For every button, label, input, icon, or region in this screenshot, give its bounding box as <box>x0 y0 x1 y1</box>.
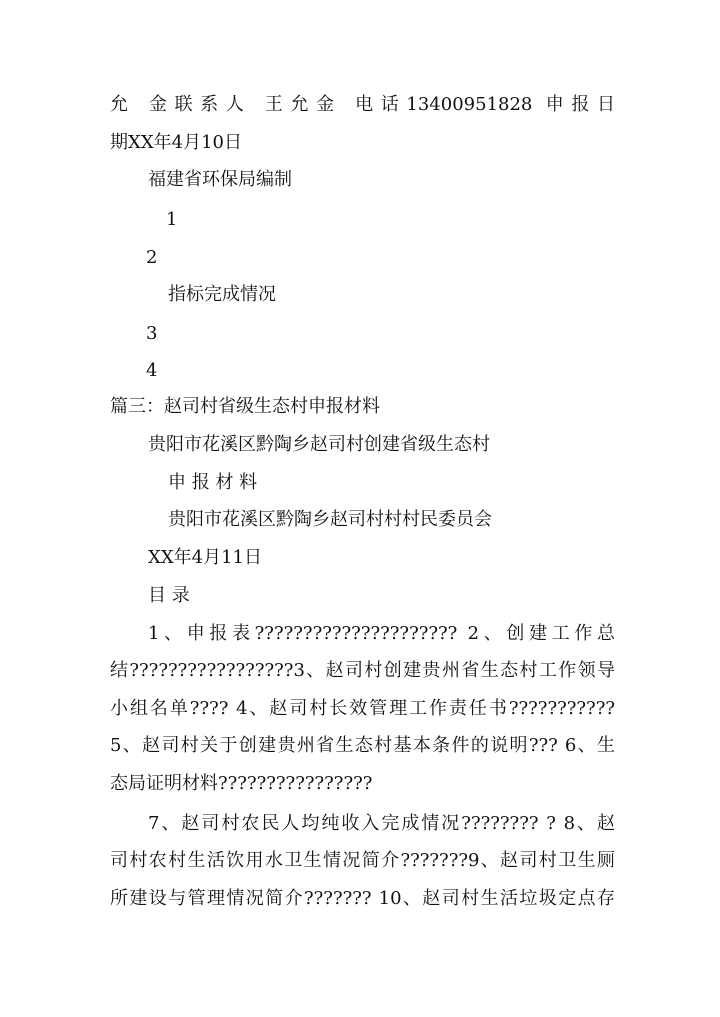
page-number-3: 3 <box>146 323 158 344</box>
toc-line: 5、赵司村关于创建贵州省生态村基本条件的说明??? 6、生 <box>110 735 615 756</box>
title-line-2: 申 报 材 料 <box>168 472 258 493</box>
toc-line: 结?????????????????3、赵司村创建贵州省生态村工作领导 <box>110 660 615 681</box>
page-number-2: 2 <box>146 247 158 268</box>
toc-line: 态局证明材料???????????????? <box>110 773 373 794</box>
date-line: 期XX年4月10日 <box>110 132 242 153</box>
contact-line: 允 金联系人 王允金 电话13400951828 申报日 <box>110 94 615 115</box>
editor-line: 福建省环保局编制 <box>148 169 292 190</box>
toc-line: 所建设与管理情况简介??????? 10、赵司村生活垃圾定点存 <box>110 888 615 909</box>
title-line-1: 贵阳市花溪区黔陶乡赵司村创建省级生态村 <box>148 434 490 455</box>
toc-line: 司村农村生活饮用水卫生情况简介???????9、赵司村卫生厕 <box>110 850 615 871</box>
toc-line: 小组名单???? 4、赵司村长效管理工作责任书??????????? <box>110 698 615 719</box>
toc-line: 7、赵司村农民人均纯收入完成情况???????? ? 8、赵 <box>148 813 615 834</box>
toc-heading: 目 录 <box>148 585 190 606</box>
section-heading: 指标完成情况 <box>168 284 276 305</box>
date-line-2: XX年4月11日 <box>148 547 262 568</box>
organization-line: 贵阳市花溪区黔陶乡赵司村村村民委员会 <box>168 509 492 530</box>
page-number-1: 1 <box>166 209 178 230</box>
chapter-title: 篇三：赵司村省级生态村申报材料 <box>110 396 380 417</box>
page-number-4: 4 <box>146 360 158 381</box>
toc-line: 1、申报表????????????????????? 2、创建工作总 <box>148 623 615 644</box>
